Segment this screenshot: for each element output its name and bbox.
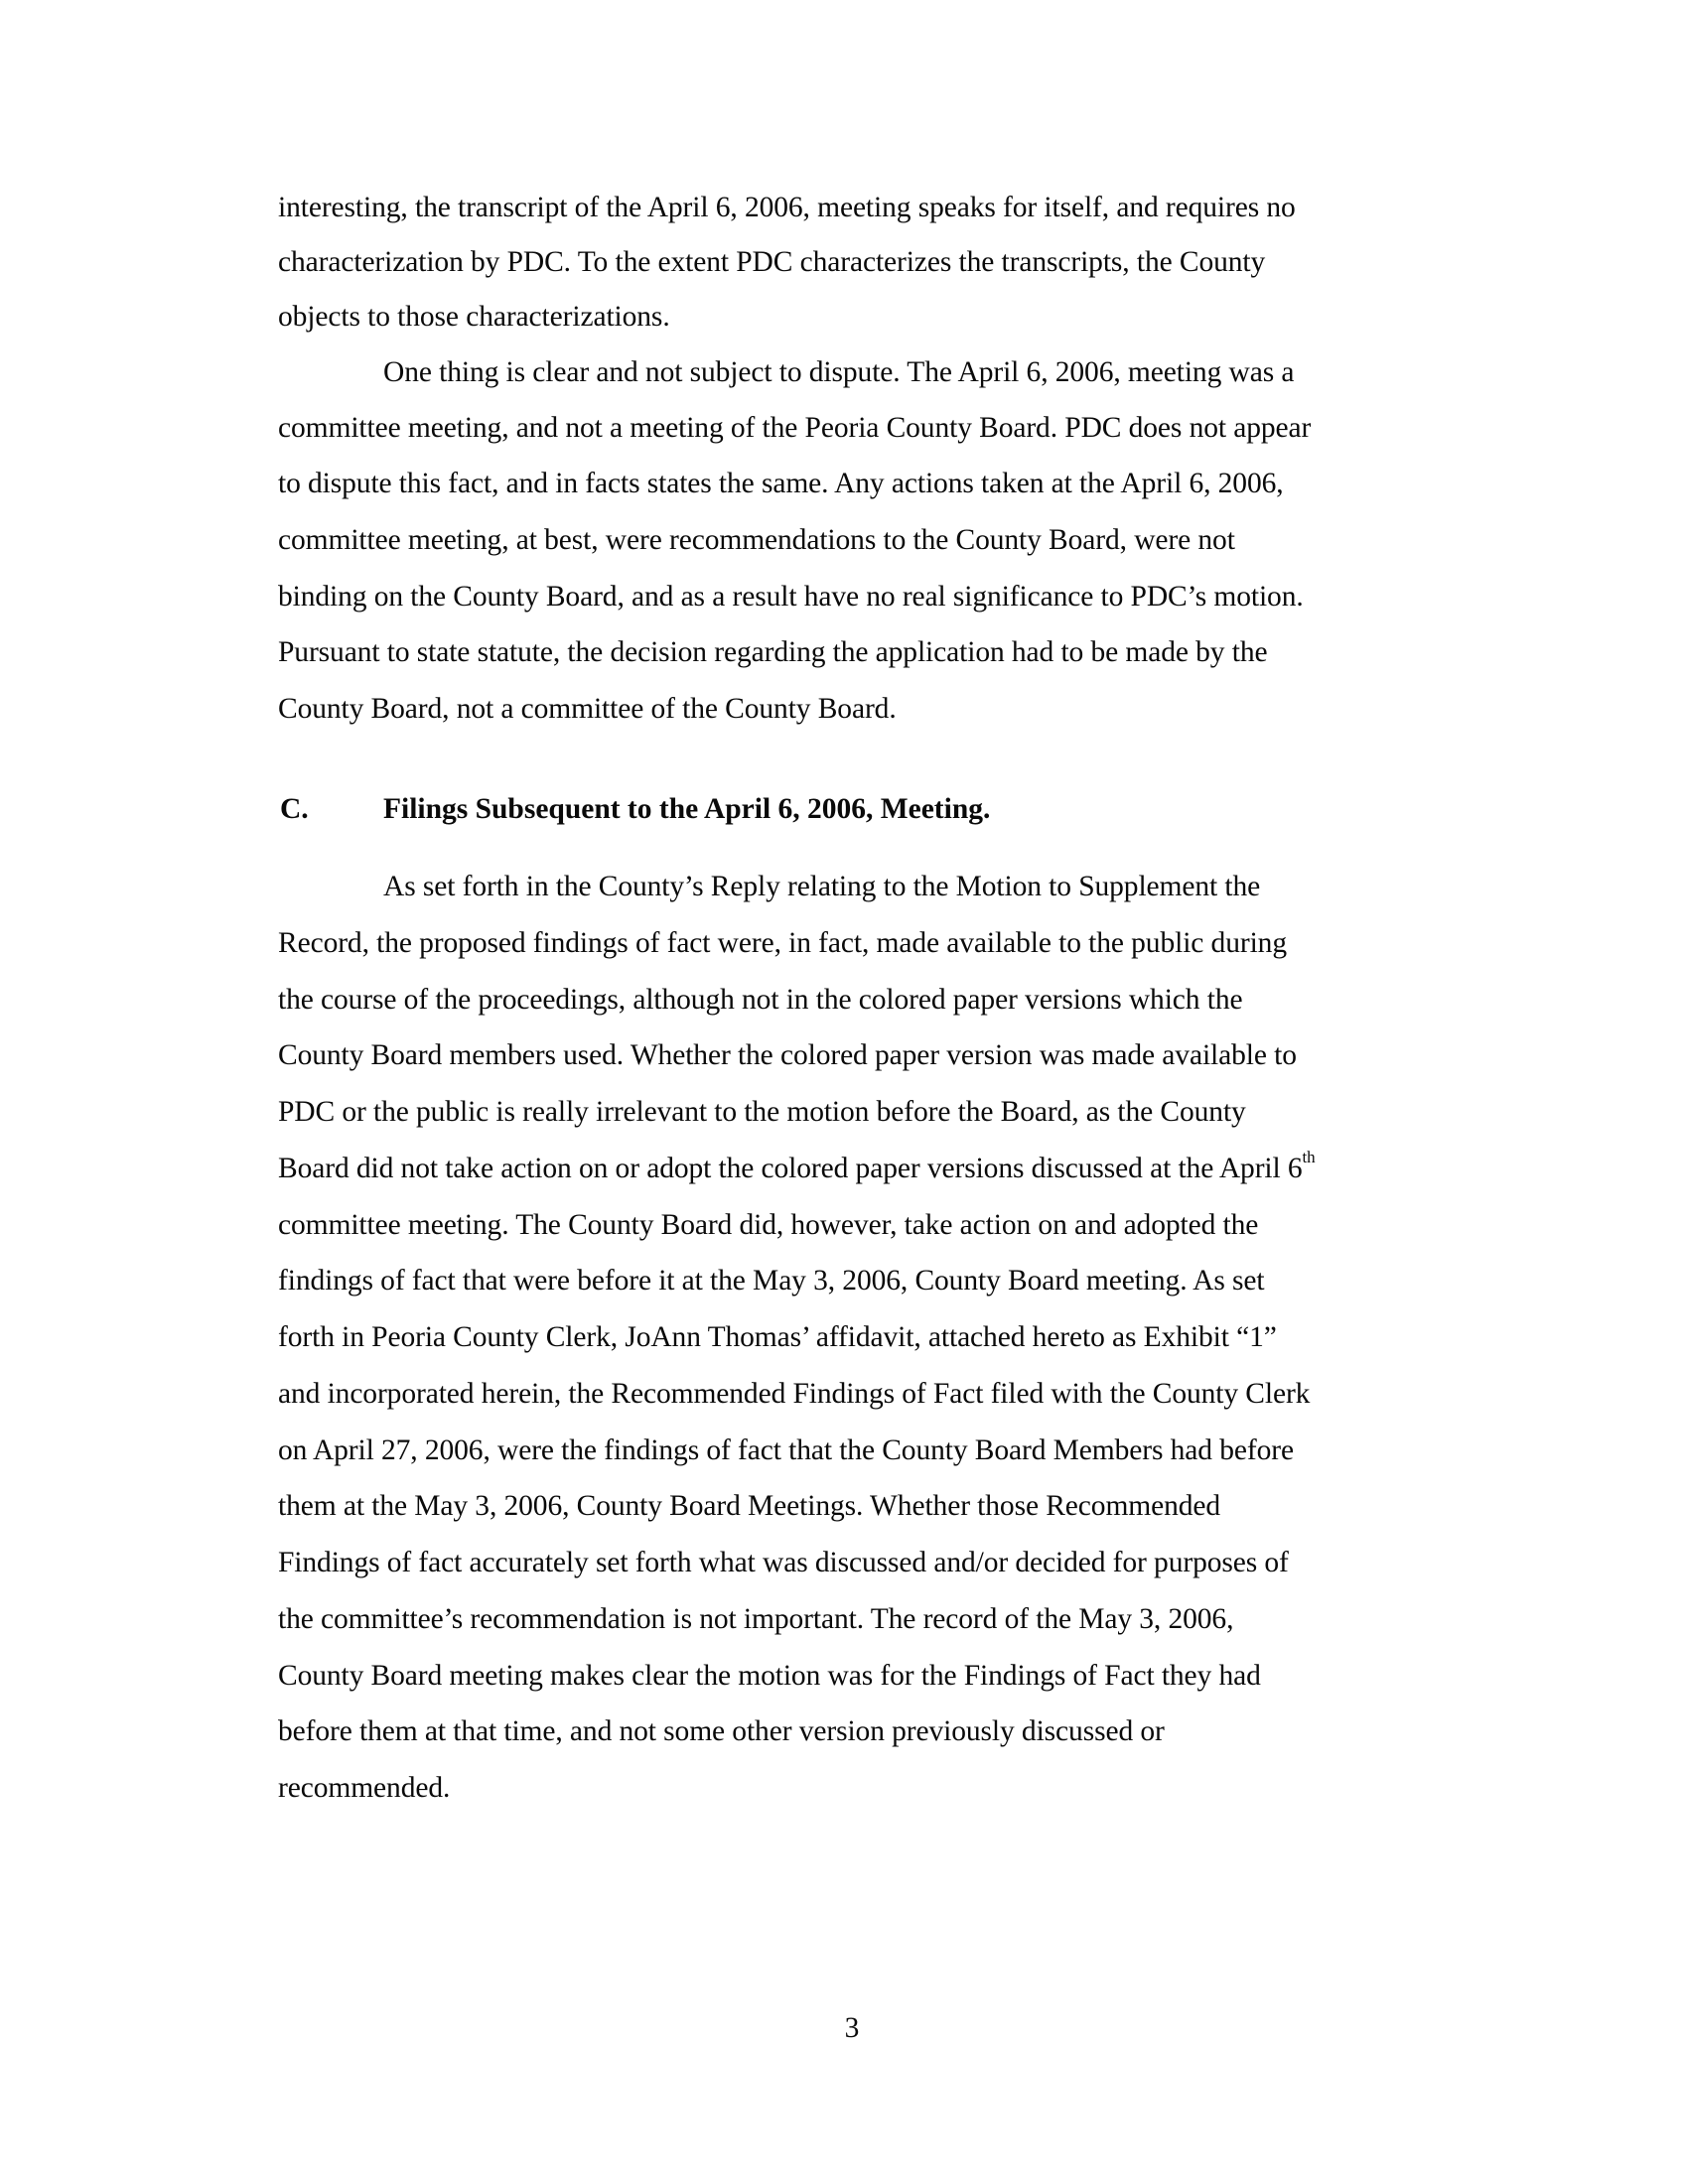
text-line: interesting, the transcript of the April 6, 2006, meeting speaks for itself, and requires no bbox=[278, 192, 1296, 223]
text-line: Pursuant to state statute, the decision regarding the application had to be made by the bbox=[278, 636, 1268, 668]
text-line: Record, the proposed findings of fact were, in fact, made available to the public during bbox=[278, 927, 1287, 959]
text-line: committee meeting. The County Board did, however, take action on and adopted the bbox=[278, 1209, 1259, 1241]
text-line: County Board meeting makes clear the motion was for the Findings of Fact they had bbox=[278, 1660, 1261, 1692]
text-line: PDC or the public is really irrelevant to the motion before the Board, as the County bbox=[278, 1096, 1246, 1128]
text-line: County Board members used. Whether the colored paper version was made available to bbox=[278, 1039, 1297, 1071]
text-line: the committee’s recommendation is not important. The record of the May 3, 2006, bbox=[278, 1603, 1234, 1635]
section-title: Filings Subsequent to the April 6, 2006, Meeting. bbox=[383, 793, 991, 825]
ordinal-superscript: th bbox=[1302, 1148, 1316, 1167]
text-line: recommended. bbox=[278, 1772, 451, 1804]
text-line: characterization by PDC. To the extent PDC characterizes the transcripts, the County bbox=[278, 246, 1266, 278]
text-line: committee meeting, and not a meeting of the Peoria County Board. PDC does not appear bbox=[278, 412, 1312, 444]
text-line: and incorporated herein, the Recommended Findings of Fact filed with the County Clerk bbox=[278, 1378, 1311, 1410]
text-line: County Board, not a committee of the County Board. bbox=[278, 693, 897, 725]
text-line: to dispute this fact, and in facts states the same. Any actions taken at the April 6, 2006, bbox=[278, 468, 1284, 499]
text-line: before them at that time, and not some other version previously discussed or bbox=[278, 1715, 1165, 1747]
page-number: 3 bbox=[844, 2012, 860, 2044]
text-line: the course of the proceedings, although not in the colored paper versions which the bbox=[278, 984, 1243, 1016]
text-line bbox=[278, 1148, 1316, 1185]
text-line: Findings of fact accurately set forth what was discussed and/or decided for purposes of bbox=[278, 1547, 1289, 1578]
text-line: them at the May 3, 2006, County Board Meetings. Whether those Recommended bbox=[278, 1490, 1221, 1522]
text-line: forth in Peoria County Clerk, JoAnn Thomas’ affidavit, attached hereto as Exhibit “1” bbox=[278, 1321, 1277, 1353]
text-line: One thing is clear and not subject to dispute. The April 6, 2006, meeting was a bbox=[383, 356, 1295, 388]
text-line: binding on the County Board, and as a result have no real significance to PDC’s motion. bbox=[278, 581, 1304, 613]
section-letter: C. bbox=[280, 793, 309, 825]
text-line-content: Board did not take action on or adopt the colored paper versions discussed at the April 6 bbox=[278, 1153, 1303, 1184]
text-line: As set forth in the County’s Reply relating to the Motion to Supplement the bbox=[383, 871, 1261, 902]
text-line: on April 27, 2006, were the findings of fact that the County Board Members had before bbox=[278, 1434, 1294, 1466]
text-line: committee meeting, at best, were recommendations to the County Board, were not bbox=[278, 524, 1235, 556]
text-line: findings of fact that were before it at the May 3, 2006, County Board meeting. As set bbox=[278, 1265, 1265, 1297]
text-line: objects to those characterizations. bbox=[278, 301, 670, 333]
